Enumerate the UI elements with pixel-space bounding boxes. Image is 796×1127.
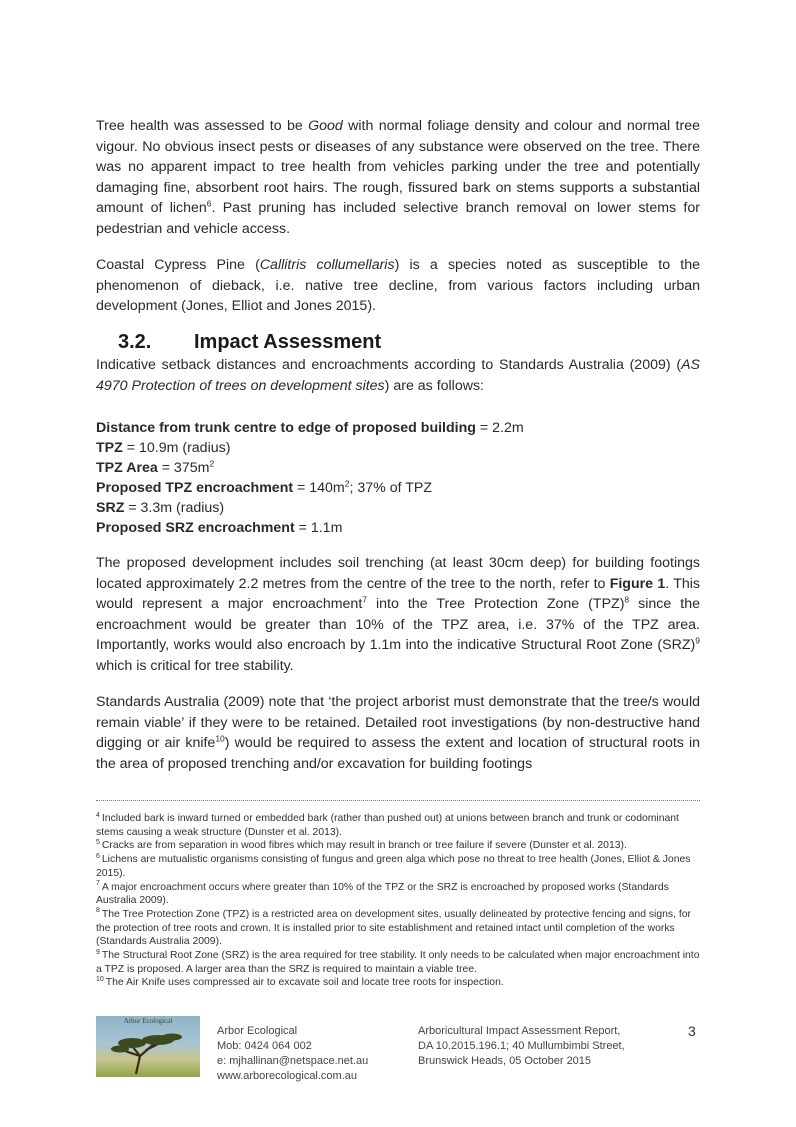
report-reference: Arboricultural Impact Assessment Report, DA 10.2015.196.1; 40 Mullumbimbi Street, Brunswick Heads, 05 October 2015 (418, 1025, 625, 1067)
section-heading (118, 331, 381, 354)
intro-paragraph: Indicative setback distances and encroachments according to Standards Australia (2009) (AS 4970 Protection of trees on development sites) are as follows: (96, 357, 700, 394)
fact-tpz-encroachment: Proposed TPZ encroachment = $140m^2$; 37% of TPZ (96, 478, 433, 496)
setback-list (96, 418, 524, 538)
footnote: $^8$ The Tree Protection Zone (TPZ) is a restricted area on development sites, usually delineated by protective fencing and signs, for the protection of tree roots and crown. It is installed prior to site establishment and retained intact until completion of the works (Standards Australia 2009). (96, 907, 692, 948)
footnote: $^4$ Included bark is inward turned or embedded bark (rather than pushed out) at unions between branch and trunk or codominant stems causing a weak structure (Dunster et al. 2013). (96, 811, 679, 838)
footnote-divider (96, 800, 700, 801)
tree-logo-icon (96, 1016, 200, 1077)
footnote-ref: 6 (206, 198, 212, 209)
footnote: $^7$ A major encroachment occurs where greater than 10% of the TPZ or the SRZ is encroached by proposed works (Standards Australia 2009). (96, 880, 669, 907)
page-number: 3 (688, 1023, 696, 1039)
development-paragraph: The proposed development includes soil trenching (at least 30cm deep) for building footings located approximately 2.2 metres from the centre of the tree to the north, refer to Figure 1. This would represent a major encroachment$^7$ into the Tree Protection Zone (TPZ)$^8$ since the encroachment would be greater than 10% of the TPZ area, i.e. 37% of the TPZ area. Importantly, works would also encroach by 1.1m into the indicative Structural Root Zone (SRZ)$^9$ which is critical for tree stability. (96, 555, 701, 674)
fact-distance: Distance from trunk centre to edge of proposed building = 2.2m (96, 420, 524, 436)
fact-tpz-area: TPZ Area = $375m^2$ (96, 458, 215, 476)
species-paragraph: Coastal Cypress Pine (Callitris collumellaris) is a species noted as susceptible to the phenomenon of dieback, i.e. native tree decline, from various factors including urban development (Jones, Elliot and Jones 2015). (96, 257, 700, 314)
section-title: Impact Assessment (194, 331, 382, 353)
footnote: $^{10}$ The Air Knife uses compressed air to excavate soil and locate tree roots for inspection. (96, 975, 504, 989)
website-link[interactable]: www.arborecological.com.au (217, 1070, 358, 1082)
footnote: $^5$ Cracks are from separation in wood fibres which may result in branch or tree failure if severe (Dunster et al. 2013). (96, 838, 627, 852)
footnote: $^9$ The Structural Root Zone (SRZ) is the area required for tree stability. It only needs to be calculated when major encroachment into a TPZ is proposed. A larger area than the SRZ is required to maintain a viable tree. (96, 948, 700, 975)
section-number: 3.2. (118, 331, 152, 353)
footnotes (96, 812, 706, 990)
email-link[interactable]: e: mjhallinan@netspace.net.au (217, 1055, 369, 1067)
standards-paragraph: Standards Australia (2009) note that ‘the project arborist must demonstrate that the tree/s would remain viable’ if they were to be retained. Detailed root investigations (by non-destructive hand digging or air knife$^{10}$) would be required to assess the extent and location of structural roots in the area of proposed trenching and/or excavation for building footings (96, 694, 700, 772)
company-contact: Arbor Ecological Mob: 0424 064 002 e: mjhallinan@netspace.net.au www.arborecological.com.au (217, 1025, 369, 1082)
fact-srz-encroachment: Proposed SRZ encroachment = 1.1m (96, 520, 343, 536)
fact-srz: SRZ = 3.3m (radius) (96, 500, 225, 516)
fact-tpz: TPZ = 10.9m (radius) (96, 440, 231, 456)
company-logo: Arbor Ecological (96, 1016, 200, 1077)
tree-health-paragraph: Tree health was assessed to be Good with normal foliage density and colour and normal tree vigour. No obvious insect pests or diseases of any substance were observed on the tree. There was no apparent impact to tree health from vehicles parking under the tree and potentially damaging fine, absorbent root hairs. The rough, fissured bark on stems supports a substantial amount of lichen$^6$. Past pruning has included selective branch removal on lower stems for pedestrian and vehicle access. (96, 118, 700, 237)
footnote: $^6$ Lichens are mutualistic organisms consisting of fungus and green alga which pose no threat to tree health (Jones, Elliot & Jones 2015). (96, 852, 691, 879)
